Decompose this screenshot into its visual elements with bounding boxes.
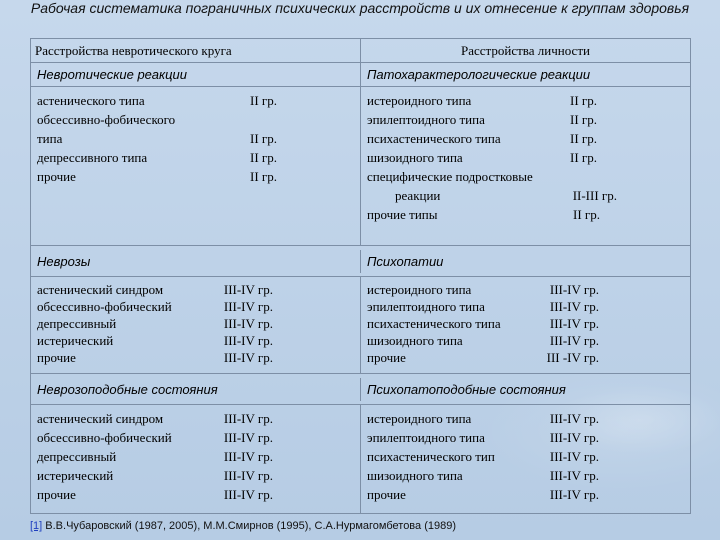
list-item: астенического типа II гр. bbox=[37, 93, 277, 108]
list-item: прочие III-IV гр. bbox=[367, 487, 599, 502]
list-item: типа II гр. bbox=[37, 131, 277, 146]
page-title: Рабочая систематика пограничных психических расстройств и их отнесение к группам здоровья bbox=[30, 0, 690, 16]
list-item: психастенического типа II гр. bbox=[367, 131, 597, 146]
list-item: прочие III -IV гр. bbox=[367, 350, 599, 365]
section-heading-left: Невротические реакции bbox=[37, 67, 188, 82]
items-left bbox=[31, 405, 360, 513]
section-heading-left: Неврозоподобные состояния bbox=[37, 381, 218, 397]
footnote bbox=[30, 520, 456, 532]
list-item: эпилептоидного типа III-IV гр. bbox=[367, 430, 599, 445]
list-item: шизоидного типа III-IV гр. bbox=[367, 333, 599, 348]
items-right bbox=[360, 405, 690, 513]
items-right bbox=[360, 277, 690, 373]
list-item: шизоидного типа II гр. bbox=[367, 150, 597, 165]
list-item: обсессивно-фобического bbox=[37, 112, 176, 127]
header-neurotic: Расстройства невротического круга bbox=[35, 43, 232, 58]
list-item: эпилептоидного типа II гр. bbox=[367, 112, 597, 127]
list-item: астенический синдром III-IV гр. bbox=[37, 411, 273, 426]
section-heading-row bbox=[31, 63, 690, 87]
footnote-text: В.В.Чубаровский (1987, 2005), М.М.Смирнов (1995), С.А.Нурмагомбетова (1989) bbox=[42, 520, 457, 532]
list-item: прочие III-IV гр. bbox=[37, 487, 273, 502]
list-item: обсессивно-фобический III-IV гр. bbox=[37, 299, 273, 314]
list-item: специфические подростковые bbox=[367, 169, 533, 184]
list-item: прочие II гр. bbox=[37, 169, 277, 184]
list-item: эпилептоидного типа III-IV гр. bbox=[367, 299, 599, 314]
classification-table bbox=[30, 38, 691, 514]
section-heading-right: Психопатоподобные состояния bbox=[360, 378, 690, 401]
list-item: истероидного типа III-IV гр. bbox=[367, 282, 599, 297]
section-items-row bbox=[31, 87, 690, 246]
list-item: депрессивный III-IV гр. bbox=[37, 316, 273, 331]
items-left bbox=[31, 277, 360, 373]
list-item: обсессивно-фобический III-IV гр. bbox=[37, 430, 273, 445]
header-personality: Расстройства личности bbox=[360, 39, 690, 62]
list-item: астенический синдром III-IV гр. bbox=[37, 282, 273, 297]
list-item: прочие типы II гр. bbox=[367, 207, 600, 222]
items-left bbox=[31, 87, 360, 245]
section-heading-row bbox=[31, 374, 690, 405]
section-heading-right: Психопатии bbox=[360, 250, 690, 273]
section-heading-left: Неврозы bbox=[37, 253, 91, 269]
table-header-row bbox=[31, 39, 690, 63]
list-item: психастенического типа III-IV гр. bbox=[367, 316, 599, 331]
list-item: реакции II-III гр. bbox=[395, 188, 617, 203]
list-item: прочие III-IV гр. bbox=[37, 350, 273, 365]
items-right bbox=[360, 87, 690, 245]
list-item: депрессивного типа II гр. bbox=[37, 150, 277, 165]
footnote-link[interactable]: [1] bbox=[30, 520, 43, 532]
list-item: истерический III-IV гр. bbox=[37, 468, 273, 483]
list-item: психастенического тип III-IV гр. bbox=[367, 449, 599, 464]
list-item: депрессивный III-IV гр. bbox=[37, 449, 273, 464]
list-item: истерический III-IV гр. bbox=[37, 333, 273, 348]
list-item: шизоидного типа III-IV гр. bbox=[367, 468, 599, 483]
section-heading-row bbox=[31, 246, 690, 277]
section-heading-right: Патохарактерологические реакции bbox=[360, 63, 690, 86]
list-item: истероидного типа II гр. bbox=[367, 93, 597, 108]
list-item: истероидного типа III-IV гр. bbox=[367, 411, 599, 426]
section-items-row bbox=[31, 277, 690, 374]
section-items-row bbox=[31, 405, 690, 514]
